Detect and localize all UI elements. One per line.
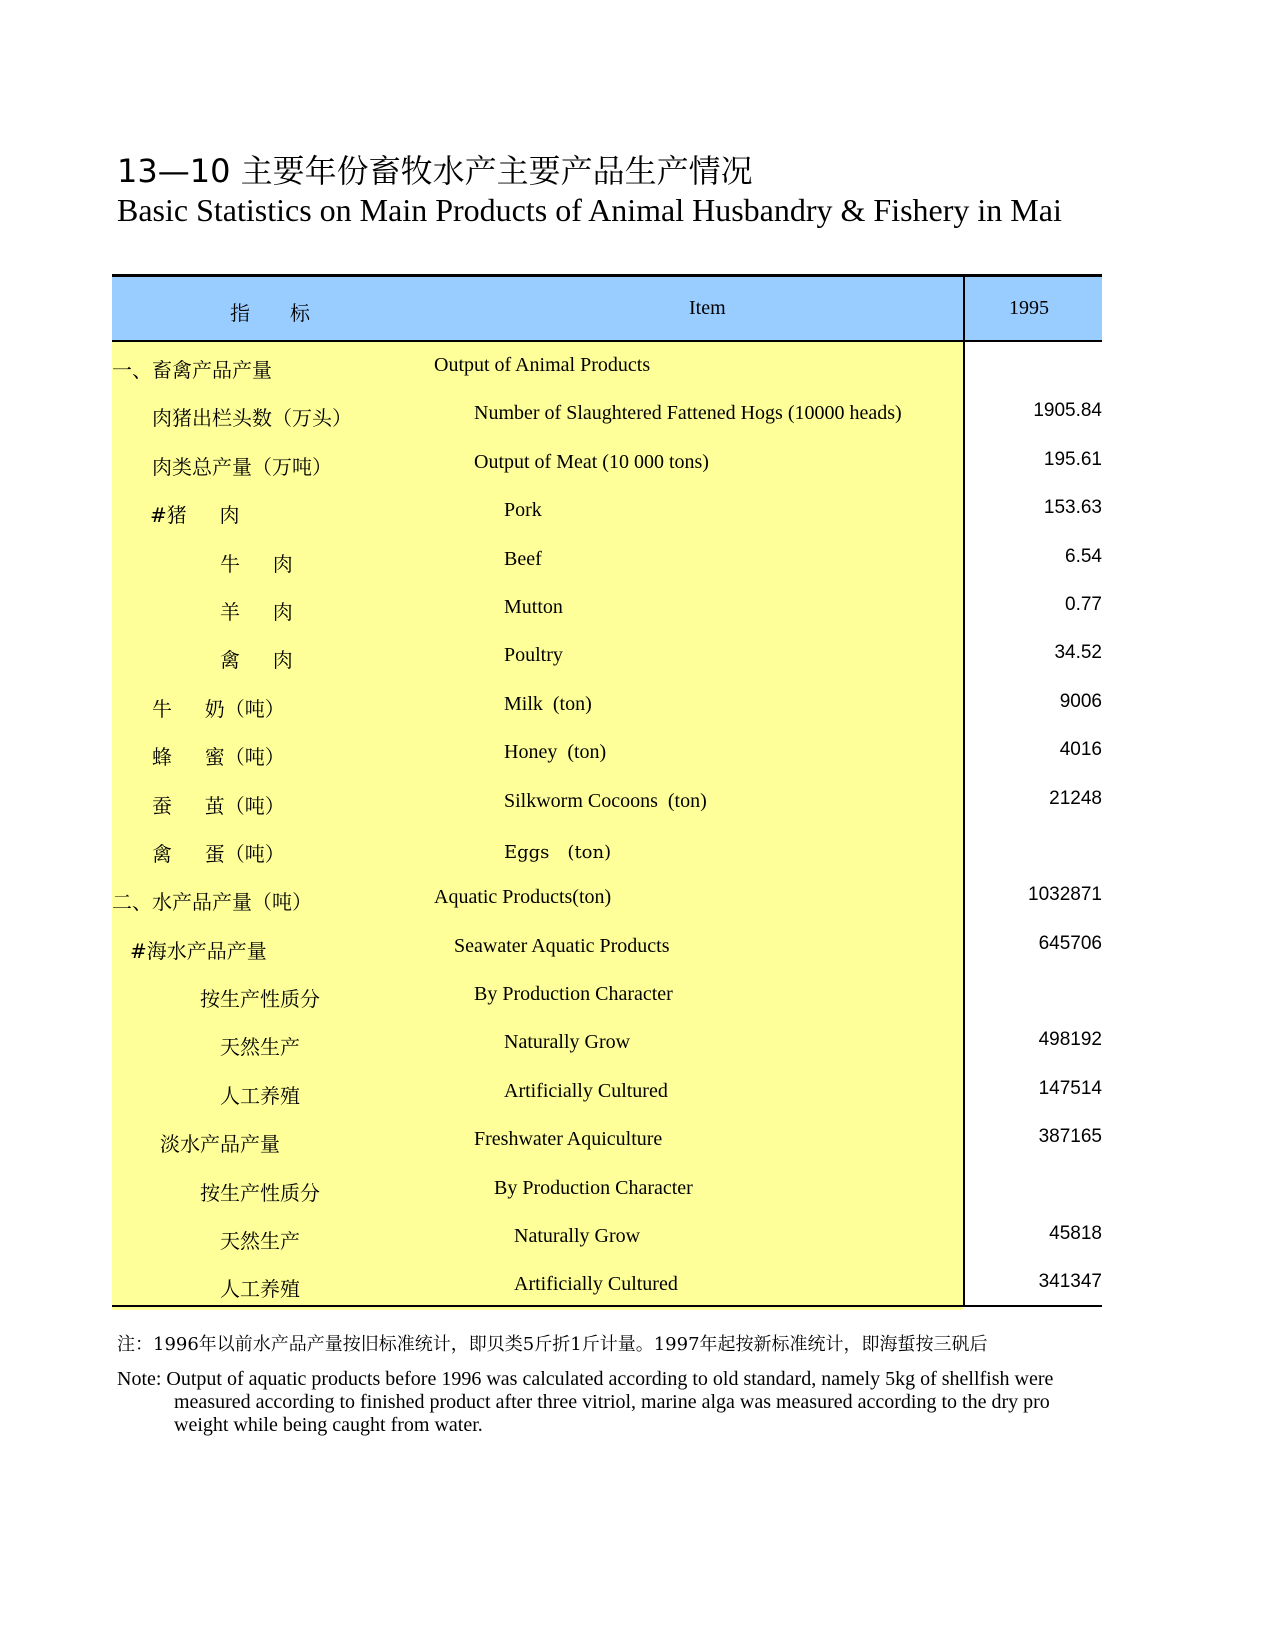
row-label-cn: 牛 肉 — [220, 551, 293, 576]
table-header — [112, 274, 1102, 342]
row-label-en: Beef — [504, 547, 542, 570]
value-cell: 34.52 — [1054, 642, 1102, 664]
row-label-en: Artificially Cultured — [514, 1273, 678, 1296]
row-label-en: Output of Animal Products — [434, 354, 651, 376]
row-label-en: Artificially Cultured — [504, 1079, 668, 1102]
value-cell: 6.54 — [1065, 545, 1102, 567]
value-cell — [965, 339, 1102, 387]
header-year: 1995 — [1009, 297, 1049, 319]
row-label-en: Freshwater Aquiculture — [474, 1128, 663, 1151]
table-bottom-border — [112, 1305, 1102, 1307]
row-label-en: Mutton — [504, 595, 563, 618]
table-row — [112, 1068, 963, 1116]
row-label-cn: 蜂 蜜（吨） — [152, 745, 285, 770]
row-label-cn: 羊 肉 — [220, 599, 293, 624]
value-cell: 1905.84 — [1033, 400, 1102, 422]
value-cell: 21248 — [1049, 787, 1102, 809]
row-label-en: Milk (ton) — [504, 692, 592, 715]
note-line: weight while being caught from water. — [174, 1414, 483, 1436]
note-english — [117, 1368, 1053, 1437]
value-cell — [965, 1162, 1102, 1210]
statistics-table — [112, 274, 1102, 1310]
note-chinese: 注：1996年以前水产品产量按旧标准统计，即贝类5斤折1斤计量。1997年起按新标准统计，即海蜇按三矾后 — [117, 1334, 988, 1355]
table-row — [112, 923, 963, 971]
value-cell: 645706 — [1038, 932, 1102, 954]
row-label-en: Pork — [504, 499, 542, 522]
table-row — [112, 584, 963, 632]
table-row — [112, 1116, 963, 1164]
row-label-cn: #海水产品产量 — [130, 938, 267, 963]
table-row — [112, 1213, 963, 1261]
table-row — [112, 729, 963, 777]
table-row — [112, 439, 963, 487]
table-row — [112, 390, 963, 438]
table-body — [112, 342, 963, 1310]
row-label-en: By Production Character — [494, 1176, 693, 1199]
row-label-en: Honey (ton) — [504, 741, 607, 764]
value-cell: 4016 — [1059, 739, 1102, 761]
row-label-cn: 按生产性质分 — [200, 1180, 320, 1205]
row-label-cn: 禽 肉 — [220, 648, 293, 673]
table-row — [112, 632, 963, 680]
row-label-cn: 二、水产品产量（吨） — [112, 890, 312, 915]
value-cell: 195.61 — [1043, 448, 1102, 470]
row-label-cn: 肉类总产量（万吨） — [152, 454, 332, 479]
row-label-en: Number of Slaughtered Fattened Hogs (10000 heads) — [474, 402, 902, 425]
table-row — [112, 487, 963, 535]
row-label-cn: 牛 奶（吨） — [152, 696, 285, 721]
table-row — [112, 536, 963, 584]
value-cell — [965, 823, 1102, 871]
note-line: Note: Output of aquatic products before 1996 was calculated according to old standard, namely 5kg of shellfish were — [117, 1368, 1054, 1390]
row-label-en: Output of Meat (10 000 tons) — [474, 450, 709, 473]
header-item: Item — [689, 297, 726, 319]
row-label-cn: 肉猪出栏头数（万头） — [152, 406, 352, 431]
row-label-en: Seawater Aquatic Products — [454, 934, 670, 957]
row-label-en: By Production Character — [474, 983, 673, 1006]
row-label-cn: 淡水产品产量 — [160, 1132, 280, 1157]
row-label-en: Naturally Grow — [514, 1225, 641, 1248]
row-label-cn: 一、畜禽产品产量 — [112, 358, 272, 382]
value-cell — [965, 968, 1102, 1016]
row-label-cn: 按生产性质分 — [200, 987, 320, 1012]
table-row — [112, 778, 963, 826]
table-row — [112, 1261, 963, 1309]
header-indicator: 指 标 — [230, 301, 310, 325]
value-cell: 498192 — [1038, 1029, 1102, 1051]
title-chinese: 13—10 主要年份畜牧水产主要产品生产情况 — [117, 152, 753, 190]
row-label-cn: 人工养殖 — [220, 1083, 300, 1108]
table-row — [112, 1165, 963, 1213]
year-1995-column — [965, 339, 1102, 1307]
table-row — [112, 971, 963, 1019]
row-label-cn: #猪 肉 — [150, 503, 240, 528]
row-label-en: Silkworm Cocoons (ton) — [504, 789, 707, 812]
value-cell: 387165 — [1038, 1126, 1102, 1148]
row-label-en: Aquatic Products(ton) — [434, 886, 612, 909]
table-row — [112, 681, 963, 729]
table-row — [112, 874, 963, 922]
title-english: Basic Statistics on Main Products of Animal Husbandry & Fishery in Mai — [117, 192, 1062, 228]
table-row — [112, 1019, 963, 1067]
table-row — [112, 342, 963, 390]
row-label-cn: 人工养殖 — [220, 1277, 300, 1302]
row-label-en: Poultry — [504, 644, 563, 667]
value-cell: 1032871 — [1028, 884, 1102, 906]
row-label-cn: 天然生产 — [220, 1035, 300, 1060]
row-label-en: Naturally Grow — [504, 1031, 631, 1054]
row-label-en: Eggs (ton) — [504, 841, 612, 863]
value-cell: 147514 — [1038, 1077, 1102, 1099]
value-cell: 45818 — [1049, 1223, 1102, 1245]
table-row — [112, 826, 963, 874]
row-label-cn: 天然生产 — [220, 1229, 300, 1254]
row-label-cn: 禽 蛋（吨） — [152, 841, 285, 866]
value-cell: 9006 — [1059, 690, 1102, 712]
value-cell: 341347 — [1038, 1271, 1102, 1293]
value-cell: 0.77 — [1065, 593, 1102, 615]
value-cell: 153.63 — [1043, 497, 1102, 519]
note-line: measured according to finished product after three vitriol, marine alga was measured according to the dry pro — [174, 1391, 1050, 1413]
row-label-cn: 蚕 茧（吨） — [152, 793, 285, 818]
